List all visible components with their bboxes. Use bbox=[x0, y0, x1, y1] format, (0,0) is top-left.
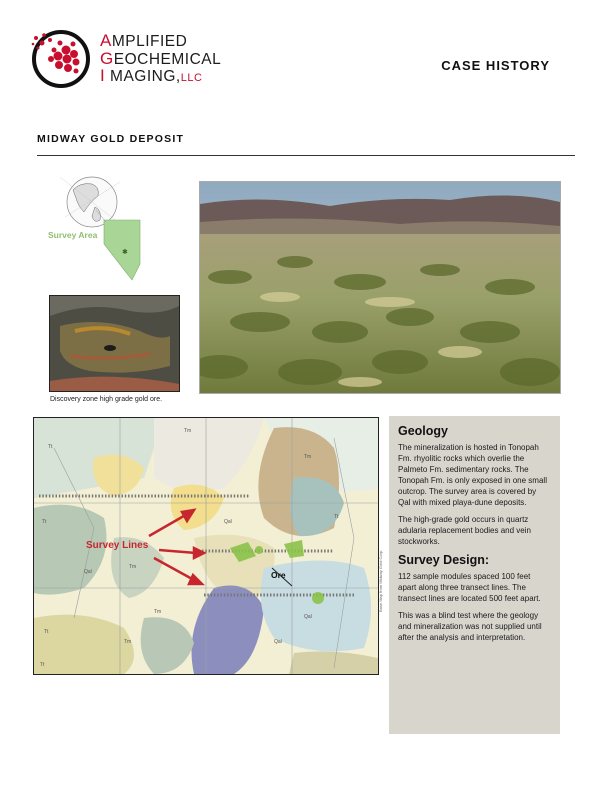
map-unit-label: Tt bbox=[40, 662, 45, 668]
page-title: MIDWAY GOLD DEPOSIT bbox=[37, 133, 185, 145]
survey-design-paragraph: 112 sample modules spaced 100 feet apart along three transect lines. The transect lines are located 500 feet apart. bbox=[398, 572, 541, 603]
map-unit-label: Tm bbox=[304, 454, 312, 460]
map-unit-label: Qal bbox=[304, 614, 312, 620]
geology-paragraph: The high-grade gold occurs in quartz adularia replacement bodies and vein stockworks. bbox=[398, 515, 531, 546]
map-unit-label: Qal bbox=[274, 639, 282, 645]
map-unit-label: Tm bbox=[129, 564, 137, 570]
map-unit-label: Tt bbox=[44, 629, 49, 635]
geology-paragraph: The mineralization is hosted in Tonopah Fm. rhyolitic rocks which overlie the Palmeto Fm. sedimentary rocks. The Tonopah Fm. is only exposed in one small outcrop. The survey area is covered by Qal with mixed playa-dune deposits. bbox=[398, 443, 547, 507]
map-unit-label: Tt bbox=[42, 519, 47, 525]
photo-caption: Discovery zone high grade gold ore. bbox=[50, 396, 163, 403]
map-unit-label: Tm bbox=[184, 428, 192, 434]
ore-label: Ore bbox=[271, 570, 286, 580]
map-unit-label: Tt bbox=[48, 444, 53, 450]
company-logo-text: AMPLIFIED GEOCHEMICAL I MAGING,LLC bbox=[100, 31, 222, 85]
company-logo-icon bbox=[30, 28, 92, 90]
survey-lines-label: Survey Lines bbox=[86, 540, 149, 551]
location-map-image bbox=[40, 172, 144, 282]
svg-text:✱: ✱ bbox=[122, 249, 128, 256]
map-credit: Base Map from Midway Gold Corp. bbox=[378, 549, 383, 612]
info-panel bbox=[389, 416, 560, 734]
document-type-label: CASE HISTORY bbox=[441, 58, 550, 73]
map-unit-label: Tm bbox=[124, 639, 132, 645]
geology-heading: Geology bbox=[398, 424, 449, 438]
map-unit-label: Qal bbox=[224, 519, 232, 525]
map-unit-label: Tt bbox=[334, 514, 339, 520]
map-unit-label: Qal bbox=[84, 569, 92, 575]
survey-design-paragraph: This was a blind test where the geology and mineralization was not supplied until after the analysis and interpretation. bbox=[398, 611, 542, 642]
landscape-photo bbox=[199, 181, 561, 394]
gold-ore-photo bbox=[49, 295, 180, 392]
survey-area-label: Survey Area bbox=[48, 230, 98, 240]
survey-design-heading: Survey Design: bbox=[398, 553, 490, 567]
map-unit-label: Tm bbox=[154, 609, 162, 615]
title-divider bbox=[37, 155, 575, 156]
geology-map-image bbox=[33, 417, 379, 675]
